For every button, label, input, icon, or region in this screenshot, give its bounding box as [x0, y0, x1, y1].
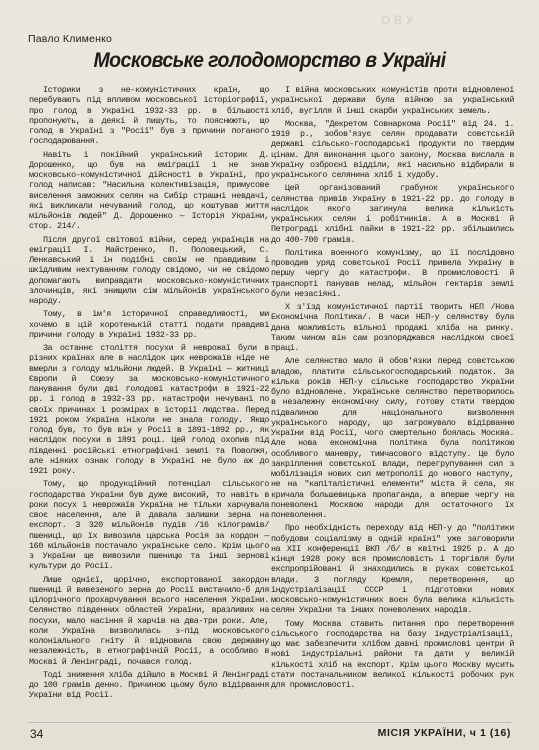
magazine-issue: МІСІЯ УКРАЇНИ, ч 1 (16) [377, 727, 511, 739]
right-column [271, 85, 514, 693]
page-number: 34 [30, 727, 44, 741]
paragraph: Тому, в ім'я історичної справедливості, ми хочемо в цій коротенькій статті подати правдиві причини голоду в Україні 1932-33 рр. [29, 309, 269, 340]
paragraph: І війна московських комуністів проти відновленої української держави була війною за український хліб, вугілля й інші скарби українських земель. [271, 85, 514, 116]
bleed-through-text: О В У [381, 13, 414, 27]
paragraph: Історики з не-комуністичних країн, що перебувають під впливом московської історіографії, про голод в Україні 1932-33 рр. в більшості пропонують, а деякі й пишуть, то пояснюють, що голод в Україні з "Росії" був з причини поганого господарювання. [29, 85, 269, 147]
paragraph: Лише однієї, щорічно, експортованої закордон пшениці й вивезеного зерна до Росії вистачило-б для цілорічного прохарчування всього населення України. Селянство південних областей України, вразливих на посухи, мало насіння й харчів на два-три роки. Але, коли Україна визволилась з-під московського колоніального гніту й відновила свою державну незалежність, в етнографічній Росії, а особливо в Москві й Ленінграді, почався голод. [29, 574, 269, 667]
paragraph: Політика военного комунізму, що її послідовно проводив уряд совєтської Росії привела Україну в першу чергу до катастрофи. В промисловості й транспорті панував нелад, мільйон гектарів землі були незасіяні. [271, 247, 514, 299]
article-title: Московське голодоморство в Україні [93, 49, 446, 72]
paragraph: Тоді зниження хліба дійшло в Москві й Ленінграді до 100 грамів денно. Причиною цьому було відірвання України від Росії. [29, 669, 269, 701]
paragraph: Про необхідність переходу від НЕП-у до "політики побудови соціалізму в одній країні" уже заговорили на XII конференції ВКП /б/ в квітні 1925 р. А до кінця 1928 року вся промисловість і торгівля були експропрійовані й знаходились в руках совєтської влади. З погляду Кремля, перетворення, що індустріалізації СССР і підготовки нових московсько-комуністичних воєн була велика кількість селян України та інших поневолених народів. [271, 523, 514, 616]
paragraph: Але селянство мало й обов'язки перед совєтською владою, платити сільськогосподарський податок. За кілька років НЕП-у сільське господарство України було відновлене. Українське селянство перетворилось в незалежну економічну силу, готову стати твердою підвалиною для національного визволення українського народу, що загрожувало відірванню України від Росії, чого смертельно боялась Москва. Але нова економічна політика була політикою особливого маневру, тимчасового відступу. Це було закріплення совєтської влади, перегрупування сил з мобілізація нових сил метрополії до нового наступу, не на "капіталістичні елементи" міста й села, як кричала большевицька пропаганда, а вперше чергу на поневолені Москвою народи для остаточного їх поневолення. [271, 356, 514, 520]
paragraph: Навіть і покійний український історик Д. Дорошенко, що був на еміграції і не знав московсько-комуністичної дійсності в Україні, про голод написав: "Насильна колективізація, примусове виселення заможних селян на Сибір страшні невдачі, які викликали нечуваний голод, що коштував життя мільйонів людей" Д. Дорошенко — Історія України, стор. 214/. [29, 149, 269, 232]
paragraph: Тому Москва ставить питання про перетворення сільського господарства на базу індустріалізації, що має забезпечити хлібом давні промислові центри й нові індустріальні райони та дати у великій кількості хліб на експорт. Крім цього Москву мусить стати постачальником великої кількості робочих рук для промисловості. [271, 618, 514, 690]
paragraph: Х з'їзд комуністичної партії творить НЕП /Нова Економічна Політика/. В часи НЕП-у селянству була дана можливість вільної продажі хліба на ринку. Таким чином він сам розпоряджався наслідком своєї праці. [271, 302, 514, 353]
paragraph: Після другої світової війни, серед українців на еміграції І. Майстренко, П. Половецький, С. Ленкавський і ін подібні своїм не правдивим і шкідливим нехтуванням голоду свідомо, чи не свідомо допомагають виправдати московсько-комуністичних злочинців, які знищили сім мільйонів українського народу. [29, 234, 269, 306]
article-author: Павло Клименко [28, 33, 113, 45]
page-footer [28, 722, 511, 739]
paragraph: Цей організований грабунок українського селянства привів Україну в 1921-22 рр. до голоду в наслідок якого загинула велика кількість українських селян і робітників. А в Москві й Петрограді хлібні пайки в 1921-22 рр. збільшились до 400-700 грамів. [271, 183, 514, 245]
paragraph: Тому, що продукційний потенціал сільського господарства України був дуже високий, то навіть в роки посух і неврожаїв Україна не тільки харчувала своє населення, але й давала залишки зерна на експорт. З 320 мільйонів пудів /16 кілограмів/ пшениці, що їх вивозила царська Росія за кордон — 160 мільйонів постачало українське село. Крім цього з України ще вивозили пшеницю та інші зернові культури до Росії. [29, 479, 269, 572]
paragraph: Москва, "Декретом Совнаркома Росії" від 24. 1. 1919 р., зобов'язує селян продавати совєтській державі сільсько-господарські продукти по твердим цінам. Для виконання цього закону, Москва вислала в Україну озброєні відділи, які насильно відбирали в українського селянина хліб і худобу. [271, 118, 514, 180]
left-column [29, 85, 269, 704]
paragraph: За останнє століття посухи й неврожаї були в різних країнах але в наслідок цих неврожаїв ніде не вмерли з голоду мільйони людей. В Україні — житниці Європи й Союзу за московсько-комуністичного панування були дві голодові катастрофи в 1921-22 рр. і голод в 1932-33 рр. катастрофи нечувані по своїх причинах і розмірах в історії людства. Перед 1921 роком Україна ніколи не знала голоду. Якщо голод був, то був він у Росії в 1891-1892 рр., як наслідок посухи в 1891 році. Цей голод охопив під південні російські етнографічні землі та Поволжя, але ніяких ознак голоду в Україні не було аж до 1921 року. [29, 343, 269, 476]
